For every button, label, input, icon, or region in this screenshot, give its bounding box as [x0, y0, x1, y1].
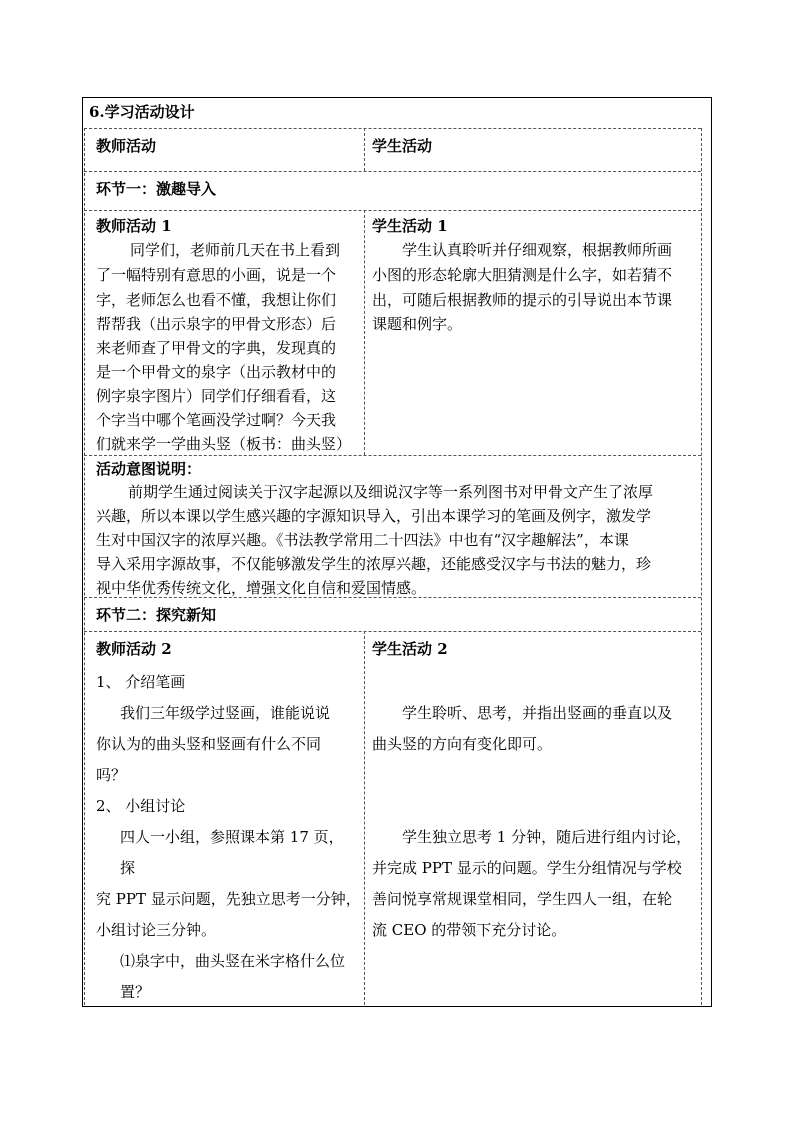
text-line: 生对中国汉字的浓厚兴趣。《书法教学常用二十四法》中也有“汉字趣解法”，本课 — [96, 531, 629, 549]
text-line: 来老师查了甲骨文的字典，发现真的 — [96, 339, 337, 357]
column-divider — [364, 210, 365, 455]
teacher-column-header: 教师活动 — [96, 137, 157, 155]
segment2-title: 环节二：探究新知 — [96, 606, 217, 624]
right-border — [701, 128, 702, 1005]
student-activity-1-heading: 学生活动 1 — [372, 217, 448, 235]
text-line: 曲头竖的方向有变化即可。 — [372, 735, 553, 753]
text-line: 我们三年级学过竖画，谁能说说 — [120, 704, 331, 722]
row-divider — [84, 128, 701, 129]
text-line: 帮帮我（出示泉字的甲骨文形态）后 — [96, 315, 337, 333]
text-line: 四人一小组，参照课本第 17 页， — [120, 828, 344, 846]
text-line: 吗？ — [96, 766, 127, 784]
text-line: 前期学生通过阅读关于汉字起源以及细说汉字等一系列图书对甲骨文产生了浓厚 — [128, 483, 654, 501]
text-line: 同学们，老师前几天在书上看到 — [130, 241, 341, 259]
text-line: 学生独立思考 1 分钟，随后进行组内讨论， — [402, 828, 692, 846]
teacher-activity-1-heading: 教师活动 1 — [96, 217, 172, 235]
text-line: 善问悦享常规课堂相同，学生四人一组，在轮 — [372, 890, 673, 908]
text-line: ⑴泉字中，曲头竖在米字格什么位 — [120, 952, 346, 970]
text-line: 你认为的曲头竖和竖画有什么不同 — [96, 735, 322, 753]
text-line: 了一幅特别有意思的小画，说是一个 — [96, 266, 337, 284]
text-line: 们就来学一学曲头竖（板书：曲头竖） — [96, 435, 352, 453]
column-divider — [364, 631, 365, 1005]
row-divider — [84, 631, 701, 632]
text-line: 流 CEO 的带领下充分讨论。 — [372, 921, 567, 939]
text-line: 例字泉字图片）同学们仔细看看，这 — [96, 387, 337, 405]
text-line: 是一个甲骨文的泉字（出示教材中的 — [96, 363, 337, 381]
text-line: 导入采用字源故事，不仅能够激发学生的浓厚兴趣，还能感受汉字与书法的魅力，珍 — [96, 555, 652, 573]
text-line: 小图的形态轮廓大胆猜测是什么字，如若猜不 — [372, 266, 673, 284]
column-divider — [364, 128, 365, 171]
text-line: 学生认真聆听并仔细观察，根据教师所画 — [402, 241, 673, 259]
text-line: 个字当中哪个笔画没学过啊？今天我 — [96, 411, 337, 429]
section-title: 6.学习活动设计 — [89, 103, 195, 121]
text-line: 学生聆听、思考，并指出竖画的垂直以及 — [402, 704, 673, 722]
teacher-activity-2-heading: 教师活动 2 — [96, 640, 172, 658]
text-line: 并完成 PPT 显示的问题。学生分组情况与学校 — [372, 859, 682, 877]
text-line: 探 — [120, 859, 136, 877]
student-activity-2-heading: 学生活动 2 — [372, 640, 448, 658]
student-column-header: 学生活动 — [372, 137, 433, 155]
text-line: 置？ — [120, 983, 151, 1001]
text-line: 字，老师怎么也看不懂，我想让你们 — [96, 291, 337, 309]
text-line: 出，可随后根据教师的提示的引导说出本节课 — [372, 291, 673, 309]
text-line: 课题和例字。 — [372, 315, 463, 333]
text-line: 2、 小组讨论 — [96, 797, 186, 815]
text-line: 小组讨论三分钟。 — [96, 921, 217, 939]
row-divider — [84, 210, 701, 211]
row-divider — [84, 171, 701, 172]
text-line: 兴趣，所以本课以学生感兴趣的字源知识导入，引出本课学习的笔画及例字，激发学 — [96, 507, 652, 525]
text-line: 视中华优秀传统文化，增强文化自信和爱国情感。 — [96, 579, 427, 597]
intent-title: 活动意图说明： — [96, 460, 202, 478]
segment1-title: 环节一：激趣导入 — [96, 180, 217, 198]
text-line: 1、 介绍笔画 — [96, 673, 186, 691]
text-line: 究 PPT 显示问题，先独立思考一分钟， — [96, 890, 361, 908]
row-divider — [84, 455, 701, 456]
left-border — [84, 128, 85, 1005]
